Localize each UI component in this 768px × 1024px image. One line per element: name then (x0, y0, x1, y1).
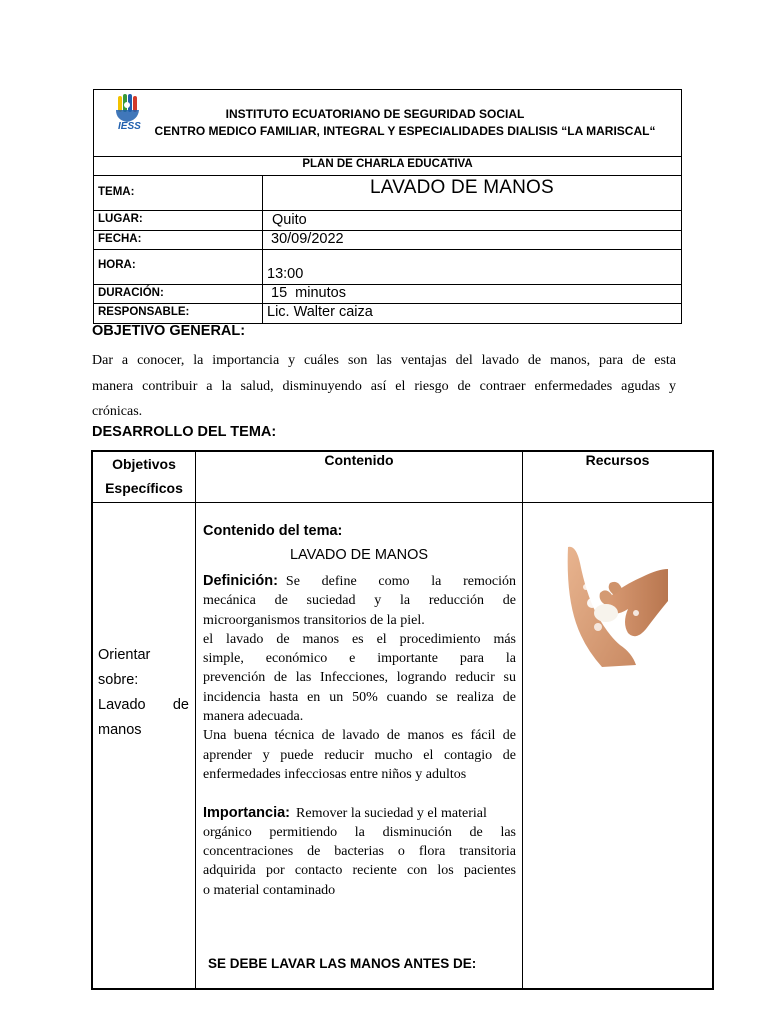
tema-label: TEMA: (98, 186, 135, 198)
objetivo-line-2: manera contribuir a la salud, disminuyendo así el riesgo de contraer enfermedades agudas y (92, 378, 676, 394)
objetivo-especifico-l1: Orientar (98, 647, 151, 663)
objetivo-general-heading: OBJETIVO GENERAL: (92, 323, 246, 339)
importancia-label: Importancia: (203, 804, 291, 821)
column-header-objetivos (93, 452, 195, 500)
tema-value: LAVADO DE MANOS (370, 177, 554, 198)
desarrollo-heading: DESARROLLO DEL TEMA: (92, 424, 277, 440)
logo-text: IESS (118, 121, 141, 132)
objetivo-especifico-l4: manos (98, 722, 142, 738)
hora-label: HORA: (98, 259, 136, 271)
objetivo-especifico-l2: sobre: (98, 672, 139, 688)
objetivo-especifico-l3a: Lavado (98, 697, 146, 713)
para3-line-2: aprender y puede reducir mucho el contagio de (203, 747, 516, 763)
hora-value: 13:00 (267, 266, 304, 282)
objetivo-line-1: Dar a conocer, la importancia y cuáles son las ventajas del lavado de manos, para de esta (92, 353, 676, 368)
importancia-line-3: concentraciones de bacterias o flora transitoria (203, 844, 516, 860)
column-header-objetivos-l2: Específicos (105, 480, 183, 496)
para2-line-1: el lavado de manos es el procedimiento más (203, 631, 516, 647)
importancia-line-1: Remover la suciedad y el material (296, 805, 487, 821)
definicion-line-2: mecánica de suciedad y la reducción de (203, 593, 516, 609)
importancia-line-2: orgánico permitiendo la disminución de las (203, 824, 516, 840)
importancia-line-5: o material contaminado (203, 882, 336, 898)
lugar-value: Quito (272, 212, 307, 228)
fecha-label: FECHA: (98, 233, 142, 245)
responsable-value: Lic. Walter caiza (267, 304, 373, 320)
para2-line-4: incidencia hasta en un 50% cuando se realiza de (203, 689, 516, 705)
para2-line-5: manera adecuada. (203, 709, 304, 725)
para3-line-1: Una buena técnica de lavado de manos es fácil de (203, 728, 516, 744)
contenido-body (203, 572, 516, 900)
objetivo-especifico-l3b: de (172, 697, 189, 713)
definicion-line-1: Se define como la remoción (285, 574, 516, 589)
objetivo-line-3: crónicas. (92, 404, 143, 419)
responsable-label: RESPONSABLE: (98, 306, 190, 318)
column-header-contenido: Contenido (324, 452, 394, 468)
contenido-subtitle: Contenido del tema: (203, 523, 343, 539)
duracion-value: 15 minutos (271, 285, 346, 301)
para2-line-3: prevención de las Infecciones, logrando reducir su (203, 670, 516, 686)
plan-title: PLAN DE CHARLA EDUCATIVA (302, 158, 473, 170)
fecha-value: 30/09/2022 (271, 231, 344, 247)
hands-washing-image (562, 543, 672, 668)
importancia-line-4: adquirida por contacto reciente con los pacientes (203, 863, 516, 879)
institution-name: INSTITUTO ECUATORIANO DE SEGURIDAD SOCIAL (225, 107, 525, 121)
lugar-label: LUGAR: (98, 213, 143, 225)
contenido-title: LAVADO DE MANOS (289, 547, 429, 563)
para2-line-2: simple, económico e importante para la (203, 651, 516, 667)
definicion-line-3: microorganismos transitorios de la piel. (203, 612, 425, 628)
duracion-label: DURACIÓN: (98, 287, 164, 299)
column-header-objetivos-l1: Objetivos (112, 456, 176, 472)
objetivo-general-text (92, 348, 676, 425)
definicion-label: Definición: (203, 573, 278, 589)
column-header-recursos: Recursos (585, 452, 650, 468)
antes-heading: SE DEBE LAVAR LAS MANOS ANTES DE: (208, 956, 477, 971)
para3-line-3: enfermedades infecciosas entre niños y adultos (203, 766, 467, 782)
objetivo-especifico (98, 643, 189, 743)
center-name: CENTRO MEDICO FAMILIAR, INTEGRAL Y ESPECIALIDADES DIALISIS “LA MARISCAL“ (154, 124, 656, 138)
